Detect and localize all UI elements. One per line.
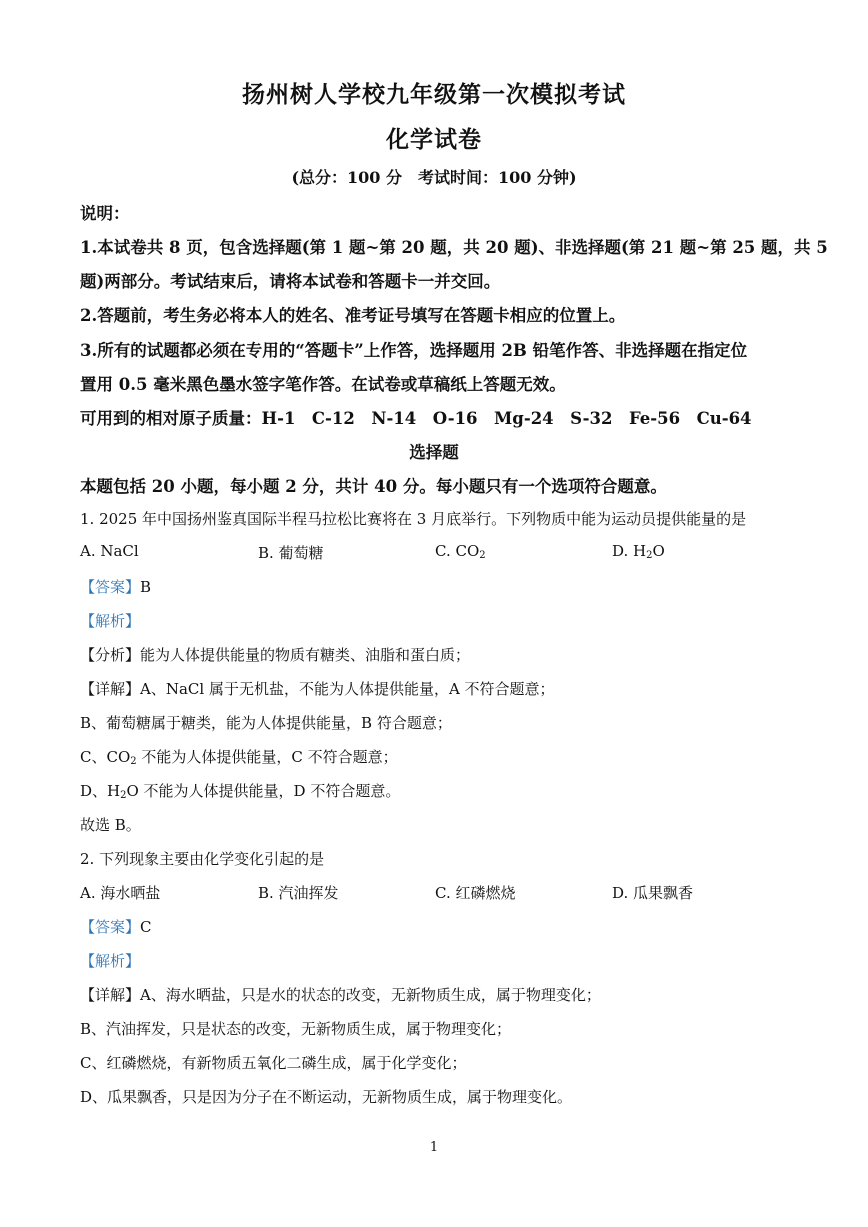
instructions-heading: 说明： [80, 204, 130, 223]
q1-stem: 1. 2025 年中国扬州鉴真国际半程马拉松比赛将在 3 月底举行。下列物质中能为运动员提供能量的是 [80, 510, 747, 528]
answer-tag: 【答案】 [80, 918, 141, 936]
answer-tag: 【答案】 [80, 578, 141, 596]
q1-option-c: C. $CO_2$ [435, 542, 486, 561]
q1-detail-a: 【详解】A、NaCl 属于无机盐，不能为人体提供能量，A 不符合题意； [80, 680, 555, 698]
q2-detail-a: 【详解】A、海水晒盐，只是水的状态的改变，无新物质生成，属于物理变化； [80, 986, 601, 1004]
page-number: 1 [429, 1140, 439, 1155]
instruction-line-1: 1.本试卷共 8 页，包含选择题(第 1 题~第 20 题，共 20 题)、非选择题(第 21 题~第 25 题，共 5 [80, 238, 828, 257]
q1-detail-b: B、葡萄糖属于糖类，能为人体提供能量，B 符合题意； [80, 714, 452, 732]
q1-answer: 【答案】B [80, 578, 152, 596]
q2-answer: 【答案】C [80, 918, 152, 936]
q1-detail-c: C、$CO_2$ 不能为人体提供能量，C 不符合题意； [80, 748, 398, 767]
section-description: 本题包括 20 小题，每小题 2 分，共计 40 分。每小题只有一个选项符合题意。 [80, 477, 667, 496]
q1-option-d: D. $H_2O$ [612, 542, 665, 561]
instruction-line-5: 置用 0.5 毫米黑色墨水签字笔作答。在试卷或草稿纸上答题无效。 [80, 375, 566, 394]
exam-subtitle: 化学试卷 [386, 126, 482, 153]
instruction-line-4: 3.所有的试题都必须在专用的“答题卡”上作答，选择题用 2B 铅笔作答、非选择题在指定位 [80, 341, 748, 360]
section-title: 选择题 [409, 443, 459, 462]
q2-detail-b: B、汽油挥发，只是状态的改变，无新物质生成，属于物理变化； [80, 1020, 512, 1038]
q1-option-a: A. NaCl [80, 542, 139, 560]
exam-title: 扬州树人学校九年级第一次模拟考试 [242, 81, 626, 108]
instruction-line-2: 题)两部分。考试结束后，请将本试卷和答题卡一并交回。 [80, 272, 501, 291]
exam-meta: (总分：100 分 考试时间：100 分钟) [291, 168, 577, 187]
q2-option-b: B. 汽油挥发 [258, 884, 339, 902]
q2-option-c: C. 红磷燃烧 [435, 884, 516, 902]
atomic-masses: 可用到的相对原子质量：H-1 C-12 N-14 O-16 Mg-24 S-32 Fe-56 Cu-64 [80, 409, 752, 428]
q2-options [80, 882, 798, 904]
q2-stem: 2. 下列现象主要由化学变化引起的是 [80, 850, 325, 868]
q1-options [80, 542, 798, 564]
q2-detail-d: D、瓜果飘香，只是因为分子在不断运动，无新物质生成，属于物理变化。 [80, 1088, 573, 1106]
q1-fenxi: 【分析】能为人体提供能量的物质有糖类、油脂和蛋白质； [80, 646, 471, 664]
q1-option-b: B. 葡萄糖 [258, 544, 324, 562]
q2-option-d: D. 瓜果飘香 [612, 884, 694, 902]
q1-detail-d: D、$H_2O$ 不能为人体提供能量，D 不符合题意。 [80, 782, 401, 801]
instruction-line-3: 2.答题前，考生务必将本人的姓名、准考证号填写在答题卡相应的位置上。 [80, 306, 626, 325]
q2-analysis-tag: 【解析】 [80, 952, 141, 970]
q2-option-a: A. 海水晒盐 [80, 884, 161, 902]
q1-conclusion: 故选 B。 [80, 816, 141, 834]
q2-detail-c: C、红磷燃烧，有新物质五氧化二磷生成，属于化学变化； [80, 1054, 467, 1072]
q1-analysis-tag: 【解析】 [80, 612, 141, 630]
